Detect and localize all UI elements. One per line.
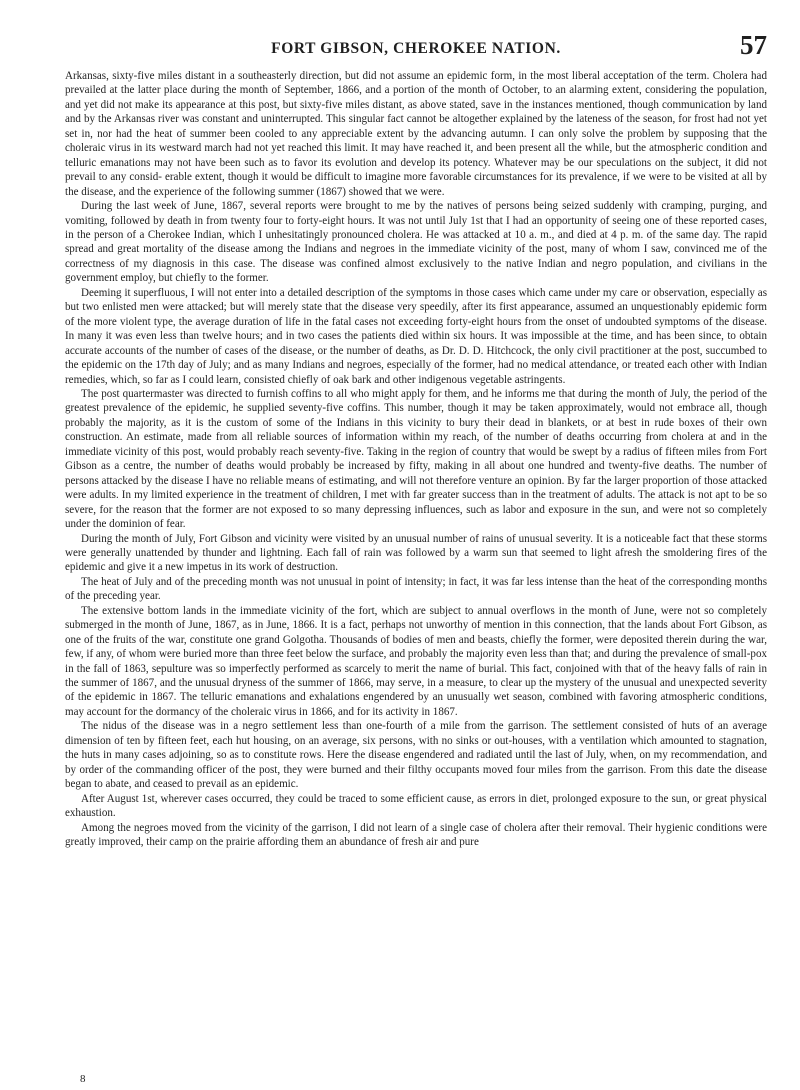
running-head: FORT GIBSON, CHEROKEE NATION. xyxy=(271,40,561,57)
paragraph: The heat of July and of the preceding month was not unusual in point of intensity; in fact, it was far less intense than the heat of the corresponding months of the preceding year. xyxy=(65,575,767,603)
page-number: 57 xyxy=(740,30,767,60)
body-text xyxy=(65,69,767,849)
paragraph: During the last week of June, 1867, several reports were brought to me by the natives of persons being seized suddenly with cramping, purging, and vomiting, followed by death in from twenty four to forty-eight hours. It was not until July 1st that I had an opportunity of seeing one of these reported cases, in the person of a Cherokee Indian, which I unhesitatingly pronounced cholera. He was attacked at 10 a. m., and died at 4 p. m. of the same day. The rapid spread and great mortality of the disease among the Indians and negroes in the immediate vicinity of the post, many of whom I saw, convinced me of the correctness of my diagnosis in this case. The disease was confined almost exclusively to the native Indian and negro population, and civilians in the government employ, but chiefly to the former. xyxy=(65,200,767,285)
signature-mark: 8 xyxy=(80,1073,86,1085)
paragraph: After August 1st, wherever cases occurred, they could be traced to some efficient cause, as errors in diet, prolonged exposure to the sun, or great physical exhaustion. xyxy=(65,792,767,820)
paragraph: The nidus of the disease was in a negro settlement less than one-fourth of a mile from the garrison. The settlement consisted of huts of an average dimension of ten by fifteen feet, each hut housing, on an average, six persons, with no sinks or out-houses, with a ventilation which amounted to stagnation, the huts in many cases adjoining, so as to constitute rows. Here the disease engendered and radiated until the last of July, when, on my recommendation, and by order of the commanding officer of the post, they were burned and their filthy occupants moved four miles from the garrison. From this date the disease began to abate, and ceased to prevail as an epidemic. xyxy=(65,720,767,791)
paragraph: Arkansas, sixty-five miles distant in a southeasterly direction, but did not assume an epidemic form, in the most liberal acceptation of the term. Cholera had prevailed at the latter place during the month of September, 1866, and a portion of the month of October, to an alarming extent, considering the population, and yet did not make its appearance at this post, but sixty-five miles distant, as above stated, save in the instances mentioned, though communication by land and by the Arkansas river was constant and uninterrupted. This singular fact cannot be altogether explained by the lateness of the season, for frost had not yet set in, nor had the heat of summer been cooled to any appreciable extent by the advancing autumn. I can only solve the problem by supposing that the choleraic virus in its westward march had not yet reached this limit. It may have reached it, and been present all the while, but the atmospheric condition and telluric emanations may not have been such as to favor its evolution and develop its potency. Whatever may be our speculations on the subject, it did not prevail to any consid- erable extent, though it would be difficult to imagine more favorable circumstances for its prevalence, if we were to be visited at all by the disease, and the experience of the following summer (1867) showed that we were. xyxy=(65,70,767,198)
paragraph: The post quartermaster was directed to furnish coffins to all who might apply for them, and he informs me that during the month of July, the period of the greatest prevalence of the epidemic, he supplied seventy-five coffins. This number, though it may be taken approximately, would not embrace all, though probably the majority, as it is the custom of some of the Indians in this vicinity to bury their dead in blankets, or at best in rude boxes of their own construction. An estimate, made from all reliable sources of information within my reach, of the number of deaths occurring from cholera at and in the immediate vicinity of this post, would probably reach seventy-five. Taking in the region of country that would be swept by a radius of fifteen miles from Fort Gibson as a centre, the number of deaths would probably be increased by fifty, making in all about one hundred and twenty-five deaths. The number of persons attacked by the disease I have no reliable means of estimating, and will not therefore venture an opinion. By far the larger proportion of those attacked were adults. In my limited experience in the treatment of children, I met with far greater success than in the treatment of adults. The attack is not apt to be so severe, for the reason that the former are not exposed to so many depressing influences, such as labor and exposure in the sun, and were not so completely under the dominion of fear. xyxy=(65,387,767,531)
paragraph: Among the negroes moved from the vicinity of the garrison, I did not learn of a single case of cholera after their removal. Their hygienic conditions were greatly improved, their camp on the prairie affording them an abundance of fresh air and pure xyxy=(65,821,767,849)
page-header xyxy=(65,30,767,62)
paragraph: Deeming it superfluous, I will not enter into a detailed description of the symptoms in those cases which came under my care or observation, especially as but two enlisted men were attacked; but will merely state that the disease very speedily, after its first appearance, assumed an unquestionably epidemic form of the more violent type, the average duration of life in the fatal cases not exceeding forty-eight hours from the onset of undoubted symptoms of the disease. In many it was even less than twelve hours; and in two cases the patients died within six hours. It was impossible at the time, and has been since, to obtain accurate accounts of the number of cases of the disease, or the number of deaths, as Dr. D. D. Hitchcock, the only civil practitioner at the post, succumbed to the epidemic on the 17th day of July; and as many Indians and negroes, especially of the former, had no medical attendance, or treated each other with Indian remedies, which, so far as I could learn, consisted chiefly of oak bark and other indigenous vegetable astringents. xyxy=(65,286,767,386)
paragraph: During the month of July, Fort Gibson and vicinity were visited by an unusual number of rains of unusual severity. It is a noticeable fact that these storms were generally unattended by thunder and lightning. Each fall of rain was followed by a warm sun that seemed to light afresh the smoldering fires of the epidemic and give it a new impetus in its work of destruction. xyxy=(65,532,767,574)
paragraph: The extensive bottom lands in the immediate vicinity of the fort, which are subject to annual overflows in the month of June, were not so completely submerged in the month of June, 1867, as in June, 1866. It is a fact, perhaps not unworthy of mention in this connection, that the lands about Fort Gibson, as one of the fruits of the war, constitute one grand Golgotha. Thousands of bodies of men and beasts, chiefly the former, were deposited therein during the war, few, if any, of whom were buried more than three feet below the surface, and probably the majority even less than that; and during the prevalence of small-pox in the fall of 1863, sepulture was so imperfectly performed as scarcely to merit the name of burial. This fact, conjoined with that of the heavy falls of rain in the summer of 1867, and the unusual dryness of the summer of 1866, may serve, in a measure, to clear up the mystery of the unusual and unexpected severity of the epidemic in 1867. The telluric emanations and exhalations engendered by an unusually wet season, combined with favoring atmospheric conditions, may account for the dormancy of the choleraic virus in 1866, and for its activity in 1867. xyxy=(65,604,767,718)
